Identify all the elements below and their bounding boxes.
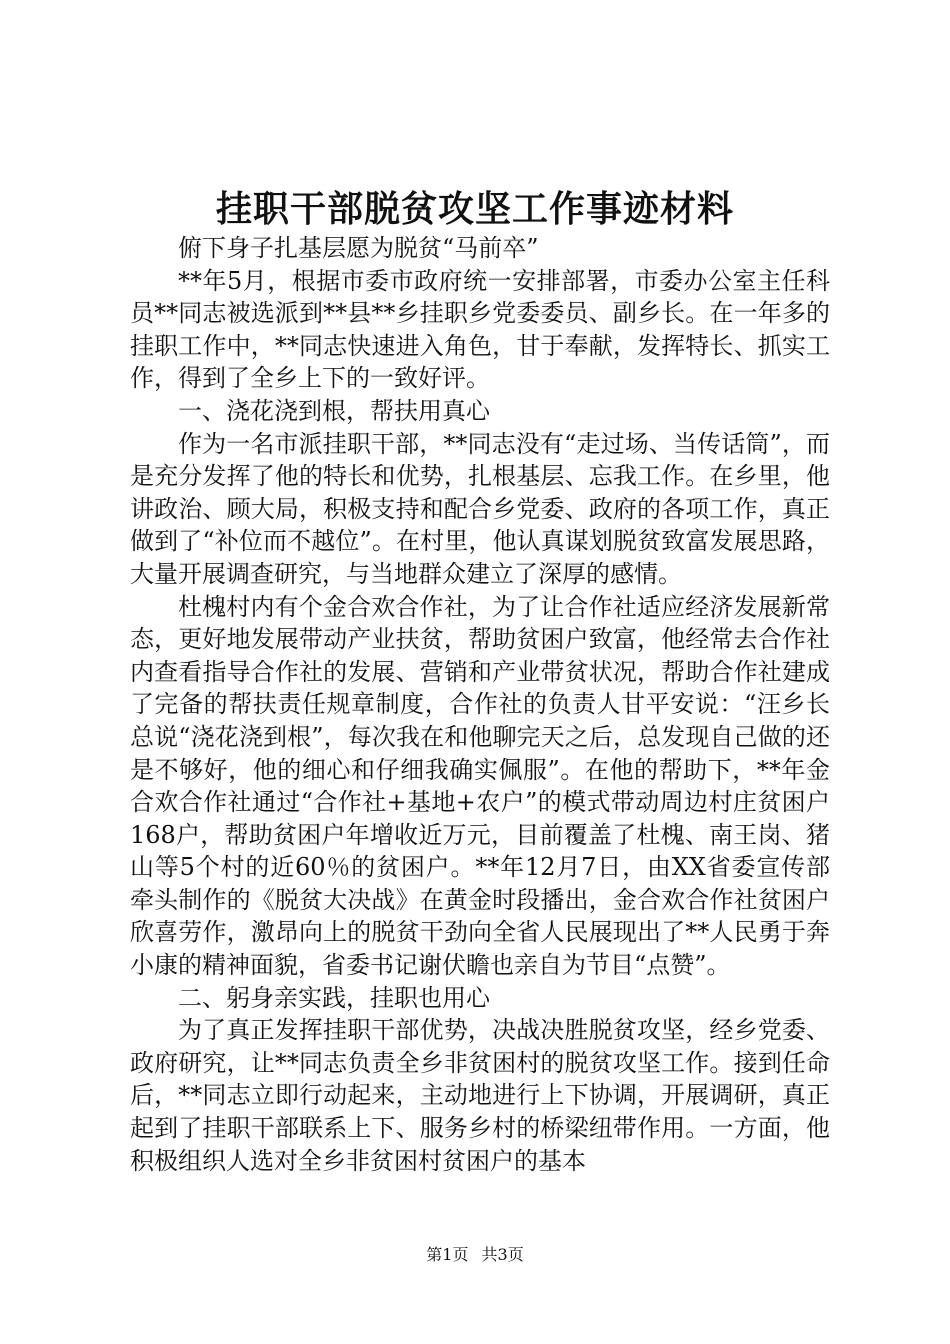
page-footer <box>0 1243 950 1267</box>
section-heading-one: 一、浇花浇到根，帮扶用真心 <box>178 396 490 425</box>
document-body <box>130 232 830 1177</box>
intro-paragraph: **年5月，根据市委市政府统一安排部署，市委办公室主任科员**同志被选派到**县**乡挂职乡党委委员、副乡长。在一年多的挂职工作中，**同志快速进入角色，甘于奉献，发挥特长、抓实工作，得到了全乡上下的一致好评。 <box>130 266 830 393</box>
page-number: 第1页 <box>426 1245 469 1264</box>
body-paragraph: 为了真正发挥挂职干部优势，决战决胜脱贫攻坚，经乡党委、政府研究，让**同志负责全乡非贫困村的脱贫攻坚工作。接到任命后，**同志立即行动起来，主动地进行上下协调，开展调研，真正起到了挂职干部联系上下、服务乡村的桥梁纽带作用。一方面，他积极组织人选对全乡非贫困村贫困户的基本 <box>130 1016 830 1175</box>
body-paragraph: 作为一名市派挂职干部，**同志没有“走过场、当传话筒”，而是充分发挥了他的特长和优势，扎根基层、忘我工作。在乡里，他讲政治、顾大局，积极支持和配合乡党委、政府的各项工作，真正做到了“补位而不越位”。在村里，他认真谋划脱贫致富发展思路，大量开展调查研究，与当地群众建立了深厚的感情。 <box>130 429 830 588</box>
page-total: 共3页 <box>481 1245 524 1264</box>
document-title: 挂职干部脱贫攻坚工作事迹材料 <box>215 188 734 230</box>
section-heading-two: 二、躬身亲实践，挂职也用心 <box>178 983 490 1012</box>
body-paragraph: 杜槐村内有个金合欢合作社，为了让合作社适应经济发展新常态，更好地发展带动产业扶贫，帮助贫困户致富，他经常去合作社内查看指导合作社的发展、营销和产业带贫状况，帮助合作社建成了完备的帮扶责任规章制度，合作社的负责人甘平安说：“汪乡长总说“浇花浇到根”，每次我在和他聊完天之后，总发现自己做的还是不够好，他的细心和仔细我确实佩服”。在他的帮助下，**年金合欢合作社通过“合作社+基地+农户”的模式带动周边村庄贫困户168户，帮助贫困户年增收近万元，目前覆盖了杜槐、南王岗、猪山等5个村的近60％的贫困户。**年12月7日，由XX省委宣传部牵头制作的《脱贫大决战》在黄金时段播出，金合欢合作社贫困户欣喜劳作，激昂向上的脱贫干劲向全省人民展现出了**人民勇于奔小康的精神面貌，省委书记谢伏瞻也亲自为节目“点赞”。 <box>130 592 830 980</box>
subtitle-paragraph: 俯下身子扎基层愿为脱贫“马前卒” <box>178 234 539 262</box>
